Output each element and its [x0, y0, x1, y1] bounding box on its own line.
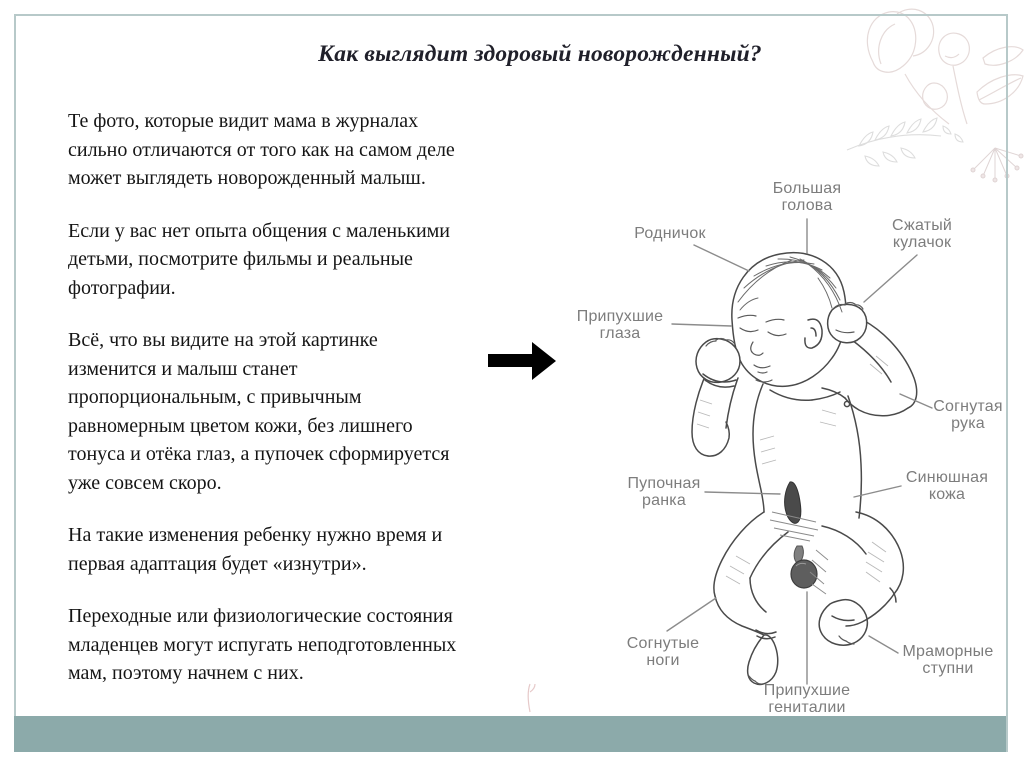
- page-title: Как выглядит здоровый новорожденный?: [318, 41, 762, 67]
- label-line: Припухшие: [763, 682, 851, 699]
- text-line: первая адаптация будет «изнутри».: [68, 552, 367, 575]
- label-line: Родничок: [634, 225, 706, 242]
- text-line: равномерным цветом кожи, без лишнего: [68, 414, 413, 437]
- text-line: фотографии.: [68, 276, 176, 299]
- body-text: [68, 107, 573, 712]
- label-line: Мраморные: [902, 643, 994, 660]
- text-line: мам, поэтому начнем с них.: [68, 662, 304, 684]
- text-line: изменится и малыш станет: [68, 357, 298, 380]
- label-line: ноги: [646, 651, 680, 669]
- label-line: рука: [951, 414, 985, 432]
- label-line: Синюшная: [905, 469, 989, 486]
- label-line: кулачок: [892, 233, 952, 251]
- label-line: глаза: [599, 324, 641, 342]
- text-line: тонуса и отёка глаз, а пупочек сформируется: [68, 443, 450, 465]
- paragraph: [68, 217, 573, 303]
- diagram-label-bent-legs: [603, 636, 723, 669]
- text-line: Если у вас нет опыта общения с маленькими: [68, 219, 451, 242]
- label-line: ранка: [642, 491, 686, 509]
- text-line: Те фото, которые видит мама в журналах: [68, 110, 419, 132]
- diagram-label-marble-feet: [888, 644, 1008, 677]
- label-line: ступни: [922, 659, 974, 677]
- text-line: На такие изменения ребенку нужно время и: [68, 524, 443, 546]
- diagram-label-bluish-skin: [887, 470, 1007, 503]
- diagram-label-fontanelle: [610, 226, 730, 243]
- label-line: Пупочная: [627, 475, 701, 492]
- label-line: Сжатый: [891, 217, 953, 234]
- text-line: сильно отличаются от того как на самом деле: [68, 138, 455, 161]
- text-line: уже совсем скоро.: [68, 471, 222, 494]
- frame-border-left: [14, 14, 16, 717]
- text-line: детьми, посмотрите фильмы и реальные: [68, 248, 413, 270]
- label-line: Большая: [772, 180, 842, 197]
- text-line: Всё, что вы видите на этой картинке: [68, 329, 378, 351]
- diagram-label-clenched-fist: [862, 218, 982, 251]
- footer-bar: [14, 716, 1006, 752]
- label-line: кожа: [928, 485, 966, 503]
- label-line: Согнутые: [626, 635, 700, 652]
- frame-border-top: [14, 14, 1008, 16]
- diagram-label-puffy-eyes: [560, 309, 680, 342]
- text-line: Переходные или физиологические состояния: [68, 605, 453, 627]
- text-line: пропорциональным, с привычным: [68, 386, 362, 408]
- diagram-label-puffy-genitals: [747, 683, 867, 716]
- label-line: голова: [781, 196, 833, 214]
- arrow-right-icon: [486, 340, 558, 384]
- diagram-label-bent-arm: [908, 399, 1024, 432]
- paragraph: [68, 107, 573, 193]
- diagram-label-big-head: [747, 181, 867, 214]
- label-line: гениталии: [768, 698, 846, 716]
- paragraph: [68, 602, 573, 688]
- label-line: Согнутая: [933, 398, 1003, 415]
- text-line: может выглядеть новорожденный малыш.: [68, 167, 426, 189]
- text-line: младенцев могут испугать неподготовленных: [68, 633, 457, 656]
- diagram-label-umbilical-wound: [604, 476, 724, 509]
- paragraph: [68, 521, 573, 578]
- label-line: Припухшие: [576, 308, 664, 325]
